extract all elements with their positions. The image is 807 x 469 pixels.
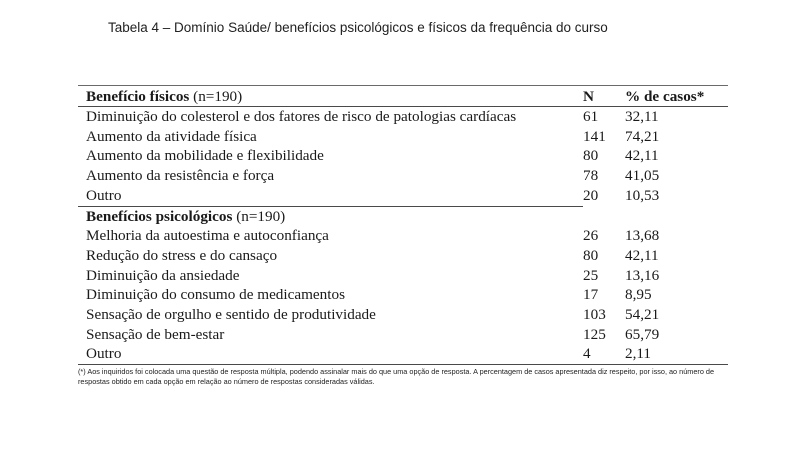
row-pct: 13,68	[625, 227, 660, 245]
row-n: 17	[583, 286, 599, 304]
row-label: Sensação de orgulho e sentido de produtividade	[86, 306, 376, 324]
section-header-psychological	[78, 206, 728, 226]
row-n: 4	[583, 345, 591, 363]
row-pct: 8,95	[625, 286, 652, 304]
row-label: Diminuição do colesterol e dos fatores de risco de patologias cardíacas	[86, 108, 517, 125]
row-pct: 41,05	[625, 167, 660, 185]
row-label: Redução do stress e do cansaço	[86, 246, 278, 264]
row-label: Outro	[86, 186, 122, 204]
table-row	[78, 146, 728, 166]
table-row	[78, 107, 728, 127]
row-label: Outro	[86, 345, 122, 363]
section-n-physical: (n=190)	[193, 88, 243, 105]
row-label: Sensação de bem-estar	[86, 325, 225, 343]
row-n: 141	[583, 127, 606, 145]
table-caption: Tabela 4 – Domínio Saúde/ benefícios psicológicos e físicos da frequência do curso	[108, 20, 608, 35]
row-pct: 32,11	[625, 108, 659, 125]
row-n: 78	[583, 167, 599, 185]
row-pct: 74,21	[625, 127, 660, 145]
row-label: Diminuição do consumo de medicamentos	[86, 286, 345, 304]
table-row	[78, 186, 728, 206]
table-row	[78, 266, 728, 286]
row-label: Melhoria da autoestima e autoconfiança	[86, 227, 329, 245]
row-n: 103	[583, 306, 606, 324]
data-table	[78, 85, 728, 387]
row-label: Aumento da resistência e força	[86, 167, 275, 185]
row-pct: 42,11	[625, 246, 659, 264]
row-n: 80	[583, 147, 599, 165]
table-row	[78, 305, 728, 325]
table-row	[78, 344, 728, 364]
row-pct: 65,79	[625, 325, 660, 343]
row-n: 61	[583, 108, 599, 125]
row-label: Aumento da atividade física	[86, 127, 257, 145]
table-row	[78, 246, 728, 266]
row-n: 80	[583, 246, 599, 264]
row-pct: 13,16	[625, 266, 660, 284]
table-footnote: (*) Aos inquiridos foi colocada uma questão de resposta múltipla, podendo assinalar mais do que uma opção de resposta. A percentagem de casos apresentada diz respeito, por isso, ao número de respostas obtido em cada opção em relação ao número de respostas consideradas válidas.	[78, 367, 715, 387]
row-n: 20	[583, 186, 599, 204]
row-pct: 54,21	[625, 306, 660, 324]
section-title-physical: Benefício físicos	[86, 88, 190, 105]
section-n-psychological: (n=190)	[236, 207, 286, 225]
row-label: Aumento da mobilidade e flexibilidade	[86, 147, 324, 165]
row-n: 26	[583, 227, 599, 245]
row-pct: 2,11	[625, 345, 652, 363]
row-pct: 42,11	[625, 147, 659, 165]
table-row	[78, 325, 728, 345]
table-row	[78, 285, 728, 305]
column-header-n: N	[583, 88, 594, 105]
table-row	[78, 166, 728, 186]
row-pct: 10,53	[625, 186, 660, 204]
section-header-physical	[78, 86, 728, 106]
table-row	[78, 226, 728, 246]
column-header-pct: % de casos*	[625, 88, 705, 105]
row-n: 25	[583, 266, 599, 284]
row-n: 125	[583, 325, 606, 343]
table-row	[78, 127, 728, 147]
section-title-psychological: Benefícios psicológicos	[86, 207, 233, 225]
row-label: Diminuição da ansiedade	[86, 266, 240, 284]
